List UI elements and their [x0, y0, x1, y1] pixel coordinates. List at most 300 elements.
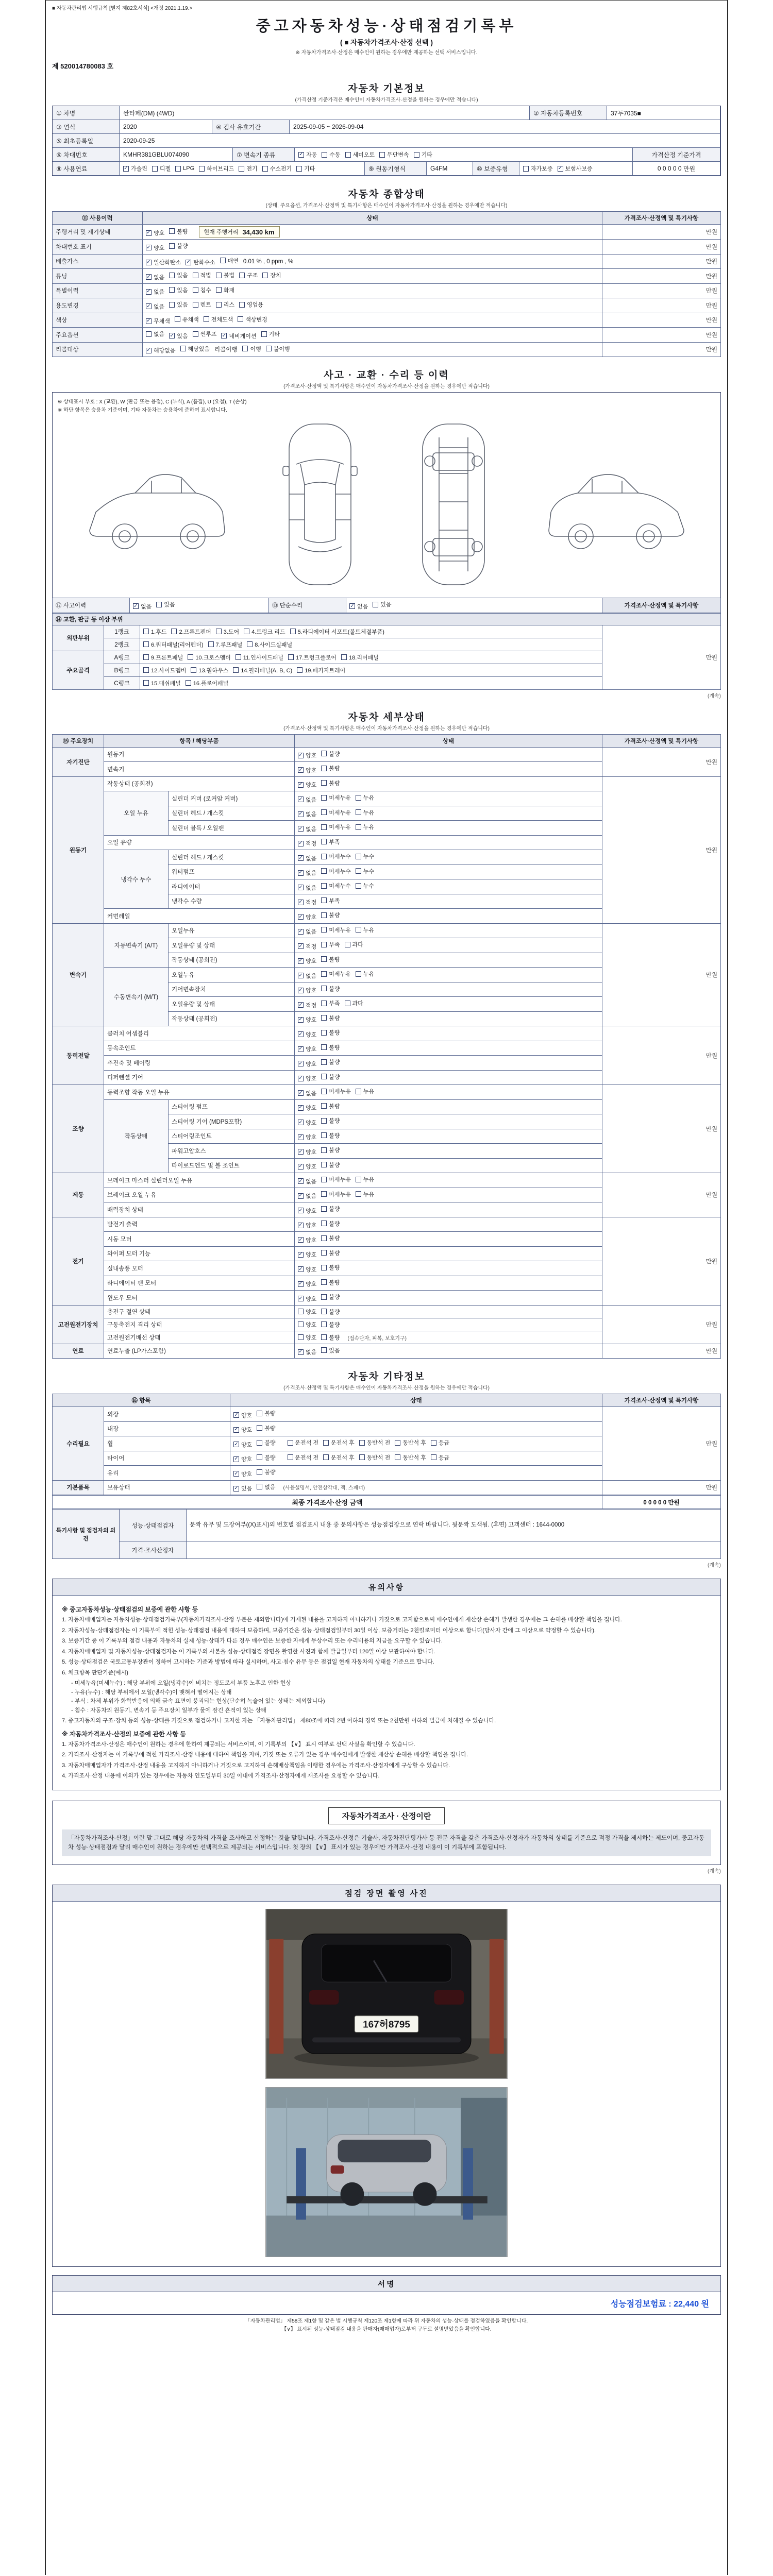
checkbox-option[interactable]: [152, 164, 171, 173]
checkbox-option[interactable]: [321, 985, 340, 993]
checkbox-option[interactable]: [321, 926, 351, 934]
checkbox-option[interactable]: [321, 838, 340, 846]
checkbox-option[interactable]: [321, 1249, 340, 1257]
checkbox-label: 불량: [329, 1265, 340, 1271]
checkbox-option[interactable]: [298, 1030, 316, 1039]
checkbox-option[interactable]: [298, 1308, 316, 1316]
checkbox-option[interactable]: [321, 1320, 340, 1329]
checkbox-option[interactable]: [257, 1483, 275, 1491]
checkbox-option[interactable]: [395, 1438, 426, 1447]
status-options: [295, 1276, 602, 1291]
notice-item: 1. 자동차가격조사·산정은 매수인이 원하는 경우에 한하여 제공되는 서비스이며, 이 기록부의 【∨】 표시 여부로 선택 사실을 확인할 수 있습니다.: [62, 1741, 415, 1748]
item-label: 휠: [104, 1436, 230, 1451]
checkbox-label: 16.플로어패널: [193, 680, 229, 687]
checkbox-option[interactable]: [233, 1426, 252, 1434]
checkbox-option[interactable]: [321, 1102, 340, 1110]
checkbox-option[interactable]: [345, 940, 363, 948]
checkbox-option[interactable]: [298, 1250, 316, 1259]
unchecked-box-icon: [321, 1044, 327, 1050]
checkbox-option[interactable]: [233, 1411, 252, 1419]
checkbox-label: 부족: [329, 839, 340, 845]
checkbox-label: 누유: [363, 971, 375, 977]
checkbox-option[interactable]: [321, 823, 351, 831]
checkbox-option[interactable]: [345, 150, 375, 159]
unchecked-box-icon: [321, 1015, 327, 1021]
checkbox-option[interactable]: [298, 1320, 316, 1329]
checkbox-option[interactable]: [356, 793, 374, 802]
checkbox-option[interactable]: [221, 332, 256, 340]
checkbox-option[interactable]: [242, 345, 261, 353]
checkbox-option[interactable]: [257, 1453, 275, 1462]
status-options: [295, 865, 602, 879]
checkbox-label: 부족: [329, 1001, 340, 1007]
item-label: 내장: [104, 1421, 230, 1436]
checkbox-option[interactable]: [523, 164, 553, 173]
checkbox-option[interactable]: [321, 764, 340, 772]
checkbox-option[interactable]: [321, 882, 351, 890]
checkbox-option[interactable]: [233, 1470, 252, 1478]
panel-row: [53, 625, 721, 638]
checkbox-option[interactable]: [298, 854, 316, 862]
checkbox-option[interactable]: [244, 628, 285, 636]
overall-row: [53, 298, 721, 313]
checkbox-option[interactable]: [321, 1263, 340, 1272]
checkbox-option[interactable]: [356, 970, 374, 978]
checkbox-option[interactable]: [298, 884, 316, 892]
checkbox-option[interactable]: [298, 766, 316, 774]
checkbox-option[interactable]: [321, 1333, 340, 1342]
checkbox-option[interactable]: [322, 150, 340, 159]
status-options: [143, 298, 602, 313]
checkbox-option[interactable]: [321, 1205, 340, 1213]
overall-header-price: 가격조사·산정액 및 특기사항: [602, 212, 721, 225]
unchecked-box-icon: [233, 667, 239, 673]
checkbox-option[interactable]: [341, 653, 379, 662]
checkbox-option[interactable]: [298, 1265, 316, 1274]
checked-box-icon: ✓: [298, 1075, 303, 1081]
checkbox-option[interactable]: [146, 317, 170, 325]
checkbox-option[interactable]: [321, 1190, 351, 1198]
checkbox-option[interactable]: [298, 869, 316, 877]
checkbox-option[interactable]: [321, 1161, 340, 1169]
checkbox-option[interactable]: [298, 1236, 316, 1244]
checkbox-option[interactable]: [321, 793, 351, 802]
group-label: 동력전달: [53, 1026, 104, 1085]
checkbox-option[interactable]: [216, 271, 234, 279]
price-cell: 만원: [602, 1173, 721, 1217]
checkbox-option[interactable]: [290, 628, 384, 636]
checkbox-option[interactable]: [298, 927, 316, 936]
checked-box-icon: ✓: [298, 811, 303, 817]
checkbox-option[interactable]: [298, 1118, 316, 1127]
checkbox-option[interactable]: [321, 1308, 340, 1316]
checkbox-label: 없음: [306, 1349, 317, 1355]
base-price-column: [633, 148, 720, 176]
checkbox-option[interactable]: [431, 1453, 449, 1462]
checkbox-option[interactable]: [414, 150, 432, 159]
checkbox-option[interactable]: [297, 666, 345, 674]
checkbox-option[interactable]: [298, 1192, 316, 1200]
notice-item: 4. 자동차매매업자 및 자동차성능·상태점검자는 이 기록부의 사본을 성능·상태점검 장면을 촬영한 사진과 함께 발급일부터 120일 이상 보관하여야 합니다.: [62, 1648, 435, 1655]
checkbox-option[interactable]: [133, 602, 152, 611]
checkbox-option[interactable]: [321, 808, 351, 817]
checkbox-option[interactable]: [191, 666, 228, 674]
checkbox-option[interactable]: [296, 164, 315, 173]
checkbox-option[interactable]: [321, 750, 340, 758]
checkbox-option[interactable]: [298, 1001, 316, 1009]
checkbox-option[interactable]: [169, 227, 188, 235]
unchecked-box-icon: [244, 629, 249, 634]
checkbox-option[interactable]: [356, 867, 374, 875]
checkbox-option[interactable]: [298, 1207, 316, 1215]
item-label: 냉각수 수량: [169, 894, 295, 909]
checkbox-option[interactable]: [298, 1221, 316, 1229]
checkbox-option[interactable]: [266, 345, 290, 353]
checkbox-option[interactable]: [321, 896, 340, 905]
status-options: [295, 1041, 602, 1056]
checkbox-option[interactable]: [323, 1438, 355, 1447]
checkbox-option[interactable]: [298, 1333, 316, 1342]
checkbox-option[interactable]: [238, 315, 267, 324]
checkbox-option[interactable]: [321, 1219, 340, 1228]
checkbox-option[interactable]: [186, 258, 215, 266]
checkbox-option[interactable]: [298, 1177, 316, 1185]
checkbox-option[interactable]: [233, 1484, 252, 1493]
checked-box-icon: ✓: [298, 1002, 303, 1008]
status-options: [230, 1466, 602, 1481]
checkbox-option[interactable]: [175, 165, 194, 172]
checkbox-option[interactable]: [298, 781, 316, 789]
unchecked-box-icon: [257, 1425, 262, 1431]
checkbox-option[interactable]: [321, 1014, 340, 1022]
checkbox-option[interactable]: [175, 315, 199, 324]
unchecked-box-icon: [323, 1454, 329, 1460]
checkbox-option[interactable]: [298, 1104, 316, 1112]
checkbox-option[interactable]: [288, 1453, 319, 1462]
checkbox-option[interactable]: [373, 600, 391, 608]
status-options: [295, 909, 602, 924]
checkbox-option[interactable]: [298, 1060, 316, 1068]
checkbox-option[interactable]: [298, 1295, 316, 1303]
checkbox-option[interactable]: [261, 330, 280, 338]
checkbox-option[interactable]: [146, 229, 164, 237]
checkbox-option[interactable]: [395, 1453, 426, 1462]
checked-box-icon: ✓: [298, 767, 303, 773]
checkbox-option[interactable]: [257, 1438, 275, 1447]
status-options: [143, 313, 602, 328]
checkbox-option[interactable]: [321, 1131, 340, 1140]
panel-group-label: 외판부위: [53, 625, 104, 651]
checkbox-option[interactable]: [359, 1453, 391, 1462]
checkbox-option[interactable]: [236, 653, 283, 662]
checkbox-option[interactable]: [356, 808, 374, 817]
checkbox-option[interactable]: [321, 1116, 340, 1125]
checkbox-option[interactable]: [356, 1190, 374, 1198]
checkbox-option[interactable]: [156, 600, 175, 608]
checkbox-option[interactable]: [321, 1278, 340, 1286]
checkbox-option[interactable]: [143, 628, 166, 636]
checkbox-option[interactable]: [298, 1045, 316, 1053]
checked-box-icon: ✓: [298, 1016, 303, 1022]
section-basic-info: [52, 81, 721, 176]
checkbox-option[interactable]: [298, 898, 316, 906]
checkbox-option[interactable]: [257, 1468, 275, 1476]
checkbox-option[interactable]: [321, 779, 340, 787]
checkbox-option[interactable]: [239, 300, 263, 309]
checkbox-option[interactable]: [359, 1438, 391, 1447]
group-label: 제동: [53, 1173, 104, 1217]
checkbox-option[interactable]: [321, 852, 351, 860]
checkbox-option[interactable]: [321, 1234, 340, 1242]
checkbox-option[interactable]: [321, 1087, 351, 1095]
checked-box-icon: ✓: [558, 165, 563, 171]
checkbox-option[interactable]: [233, 1440, 252, 1449]
checkbox-option[interactable]: [298, 1074, 316, 1082]
unchecked-box-icon: [257, 1411, 262, 1416]
checkbox-option[interactable]: [356, 882, 374, 890]
checkbox-option[interactable]: [321, 1346, 340, 1354]
checkbox-option[interactable]: [356, 1087, 374, 1095]
checkbox-option[interactable]: [216, 628, 239, 636]
checkbox-option[interactable]: [356, 852, 374, 860]
overall-header-item: ⑪ 사용이력: [53, 212, 143, 225]
checkbox-label: 없음: [154, 303, 165, 310]
checkbox-label: 12.사이드멤버: [151, 667, 187, 674]
checkbox-label: 불량: [329, 766, 340, 772]
checkbox-label: 양호: [154, 245, 165, 251]
checkbox-option[interactable]: [298, 1133, 316, 1141]
checkbox-option[interactable]: [146, 258, 181, 266]
checkbox-option[interactable]: [349, 602, 368, 611]
checkbox-option[interactable]: [356, 823, 374, 831]
notice-bullet: - 침수 : 자동차의 원동기, 변속기 등 주요장치 일부가 물에 잠긴 흔적이 있는 상태: [71, 1707, 266, 1714]
checkbox-label: 2.프론트펜더: [179, 629, 211, 635]
checkbox-option[interactable]: [298, 795, 316, 804]
checkbox-option[interactable]: [146, 273, 164, 281]
checkbox-label: 미세누유: [329, 795, 351, 801]
checkbox-option[interactable]: [321, 1043, 340, 1052]
checkbox-option[interactable]: [180, 345, 210, 353]
checkbox-option[interactable]: [262, 271, 281, 279]
checkbox-option[interactable]: [193, 330, 217, 338]
checkbox-option[interactable]: [321, 970, 351, 978]
checkbox-option[interactable]: [321, 1073, 340, 1081]
unchecked-box-icon: [143, 680, 149, 686]
checkbox-label: 보험사보증: [565, 166, 593, 172]
checkbox-option[interactable]: [356, 1175, 374, 1183]
checkbox-option[interactable]: [321, 999, 340, 1007]
checkbox-option[interactable]: [298, 810, 316, 818]
status-options: [295, 1129, 602, 1144]
checkbox-option[interactable]: [298, 986, 316, 994]
checkbox-option[interactable]: [169, 286, 188, 294]
checkbox-label: 이행: [250, 346, 261, 352]
checkbox-option[interactable]: [431, 1438, 449, 1447]
checkbox-option[interactable]: [193, 286, 211, 294]
checkbox-option[interactable]: [298, 1089, 316, 1097]
section-detail-condition: [52, 709, 721, 1359]
checkbox-label: 불량: [264, 1454, 276, 1461]
checkbox-label: 운전석 전: [295, 1454, 319, 1461]
checkbox-option[interactable]: [298, 751, 316, 759]
unchecked-box-icon: [323, 1440, 329, 1446]
checkbox-option[interactable]: [143, 679, 181, 687]
item-label: 브레이크 오일 누유: [104, 1188, 295, 1202]
checkbox-option[interactable]: [298, 957, 316, 965]
checkbox-option[interactable]: [216, 286, 234, 294]
status-options: [295, 1173, 602, 1188]
checkbox-label: 미세누수: [329, 868, 351, 875]
checkbox-label: 누수: [363, 868, 375, 875]
checkbox-label: 없음: [357, 603, 368, 610]
checkbox-option[interactable]: [186, 679, 228, 687]
checkbox-option[interactable]: [321, 1028, 340, 1037]
unchecked-box-icon: [193, 273, 198, 278]
item-label: 충전구 절연 상태: [104, 1305, 295, 1318]
unchecked-box-icon: [321, 1334, 327, 1340]
checkbox-label: 불량: [329, 1235, 340, 1242]
checkbox-option[interactable]: [298, 1162, 316, 1171]
unchecked-box-icon: [321, 780, 327, 786]
checkbox-option[interactable]: [298, 1148, 316, 1156]
checkbox-option[interactable]: [146, 244, 164, 252]
checkbox-option[interactable]: [558, 164, 593, 173]
checkbox-option[interactable]: [257, 1409, 275, 1417]
checkbox-option[interactable]: [298, 942, 316, 951]
unchecked-box-icon: [169, 273, 175, 278]
detail-row: [53, 747, 721, 762]
checkbox-option[interactable]: [146, 330, 164, 338]
checked-box-icon: ✓: [298, 1193, 303, 1198]
checkbox-option[interactable]: [146, 346, 176, 354]
car-top-diagram: [274, 417, 366, 595]
checked-box-icon: ✓: [234, 1456, 239, 1462]
checkbox-option[interactable]: [321, 1175, 351, 1183]
car-name-value: 싼타페(DM) (4WD): [120, 106, 530, 120]
rank-label: A랭크: [104, 651, 140, 664]
checkbox-option[interactable]: [239, 271, 258, 279]
checkbox-label: 있음: [329, 1347, 340, 1354]
checkbox-option[interactable]: [321, 1146, 340, 1154]
checkbox-option[interactable]: [379, 150, 409, 159]
checkbox-option[interactable]: [323, 1453, 355, 1462]
checkbox-label: 1.후드: [151, 629, 167, 635]
checkbox-option[interactable]: [143, 666, 186, 674]
checkbox-option[interactable]: [298, 1015, 316, 1024]
checkbox-label: 누유: [363, 1191, 375, 1198]
checked-box-icon: ✓: [299, 151, 304, 157]
checkbox-option[interactable]: [233, 666, 292, 674]
checkbox-option[interactable]: [298, 913, 316, 921]
checkbox-option[interactable]: [321, 940, 340, 948]
checkbox-option[interactable]: [208, 640, 243, 649]
checkbox-option[interactable]: [146, 287, 164, 296]
checkbox-option[interactable]: [239, 164, 257, 173]
checkbox-option[interactable]: [298, 1280, 316, 1288]
checkbox-option[interactable]: [262, 164, 292, 173]
checkbox-label: 불량: [329, 1147, 340, 1154]
checkbox-option[interactable]: [123, 164, 147, 173]
checked-box-icon: ✓: [298, 1148, 303, 1155]
overall-row: [53, 328, 721, 343]
checkbox-option[interactable]: [321, 1293, 340, 1301]
checkbox-option[interactable]: [193, 300, 211, 309]
checkbox-option[interactable]: [321, 1058, 340, 1066]
checkbox-option[interactable]: [257, 1424, 275, 1432]
checkbox-option[interactable]: [169, 271, 188, 279]
unchecked-box-icon: [321, 1294, 327, 1300]
checkbox-option[interactable]: [216, 300, 234, 309]
group-label: 원동기: [53, 776, 104, 923]
checkbox-option[interactable]: [146, 302, 164, 311]
unchecked-box-icon: [169, 287, 175, 293]
checkbox-option[interactable]: [288, 653, 337, 662]
section-price-info: [52, 1801, 721, 1866]
overall-row: [53, 225, 721, 240]
price-cell: 만원: [602, 747, 721, 776]
checkbox-option[interactable]: [143, 653, 183, 662]
checkbox-option[interactable]: [288, 1438, 319, 1447]
price-cell: 만원: [602, 254, 721, 269]
checkbox-option[interactable]: [171, 628, 211, 636]
checkbox-label: 9.프론트패널: [151, 654, 183, 661]
item-label: 원동기: [104, 747, 295, 762]
checkbox-label: 17.트렁크플로어: [295, 654, 337, 661]
checkbox-option[interactable]: [298, 972, 316, 980]
checkbox-label: 양호: [306, 1164, 317, 1170]
checkbox-option[interactable]: [169, 242, 188, 250]
checkbox-option[interactable]: [321, 911, 340, 919]
checkbox-option[interactable]: [233, 1455, 252, 1463]
checkbox-option[interactable]: [298, 839, 316, 848]
checkbox-option[interactable]: [345, 999, 363, 1007]
checkbox-option[interactable]: [298, 825, 316, 833]
checkbox-option[interactable]: [169, 300, 188, 309]
unchecked-box-icon: [321, 942, 327, 947]
checkbox-option[interactable]: [169, 332, 188, 340]
checkbox-option[interactable]: [321, 867, 351, 875]
checkbox-option[interactable]: [188, 653, 230, 662]
panel-items: [140, 664, 602, 676]
checkbox-option[interactable]: [298, 150, 317, 159]
checkbox-option[interactable]: [247, 640, 292, 649]
damage-diagram-area: [52, 392, 721, 598]
unchecked-box-icon: [321, 824, 327, 830]
checkbox-label: 불량: [177, 228, 188, 235]
checkbox-option[interactable]: [321, 955, 340, 963]
unchecked-box-icon: [216, 302, 222, 308]
status-options: [295, 791, 602, 806]
checkbox-option[interactable]: [356, 926, 374, 934]
checkbox-label: 동반석 전: [366, 1440, 391, 1446]
notice-item: 4. 가격조사·산정 내용에 이의가 있는 경우에는 자동차 인도일부터 30일 이내에 가격조사·산정자에게 재조사를 요청할 수 있습니다.: [62, 1773, 380, 1779]
unchecked-box-icon: [321, 1030, 327, 1036]
checkbox-option[interactable]: [193, 271, 211, 279]
checkbox-label: 없음: [306, 855, 317, 862]
checkbox-option[interactable]: [220, 257, 239, 265]
checkbox-label: 매연: [227, 258, 239, 264]
checkbox-label: 불량: [329, 1221, 340, 1227]
checkbox-option[interactable]: [199, 164, 234, 173]
checkbox-label: 양호: [306, 1334, 317, 1341]
checkbox-option[interactable]: [298, 1348, 316, 1356]
checkbox-label: 적정: [306, 943, 317, 950]
checkbox-option[interactable]: [143, 640, 204, 649]
checkbox-label: 불량: [264, 1440, 276, 1446]
checkbox-option[interactable]: [204, 315, 233, 324]
checkbox-label: 유채색: [182, 316, 199, 323]
unchecked-box-icon: [345, 1001, 350, 1006]
